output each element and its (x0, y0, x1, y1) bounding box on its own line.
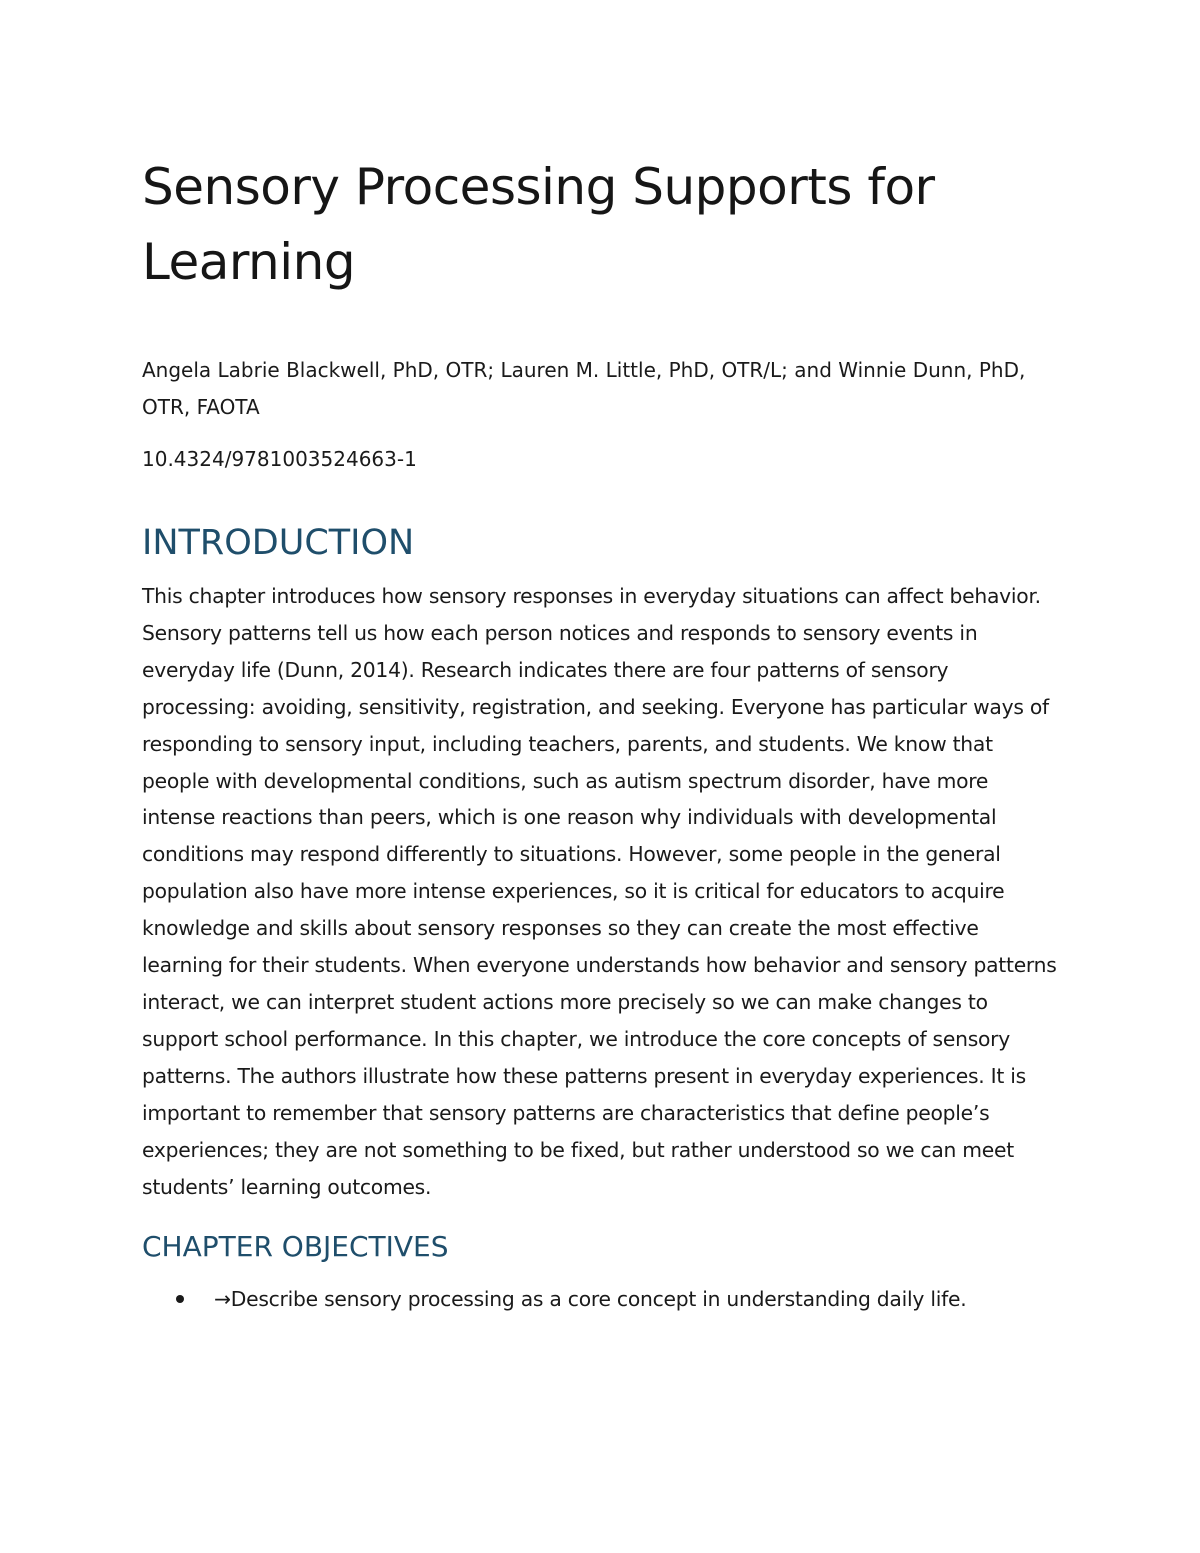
bullet-icon (176, 1295, 184, 1303)
document-title: Sensory Processing Supports for Learning (142, 158, 935, 291)
introduction-heading: INTRODUCTION (142, 523, 415, 563)
objective-text: →Describe sensory processing as a core concept in understanding daily life. (214, 1287, 967, 1312)
list-item (142, 1281, 1062, 1318)
author-list: Angela Labrie Blackwell, PhD, OTR; Lauren M. Little, PhD, OTR/L; and Winnie Dunn, PhD, OTR, FAOTA (142, 358, 1026, 419)
chapter-objectives-heading: CHAPTER OBJECTIVES (142, 1230, 449, 1264)
document-page (142, 150, 1062, 1318)
objectives-list (142, 1281, 1062, 1318)
introduction-paragraph: This chapter introduces how sensory responses in everyday situations can affect behavior. Sensory patterns tell us how each person notices and responds to sensory events in everyday life (Dunn, 2014). Research indicates there are four patterns of sensory processing: avoiding, sensitivity, registration, and seeking. Everyone has particular ways of responding to sensory input, including teachers, parents, and students. We know that people with developmental conditions, such as autism spectrum disorder, have more intense reactions than peers, which is one reason why individuals with developmental conditions may respond differently to situations. However, some people in the general population also have more intense experiences, so it is critical for educators to acquire knowledge and skills about sensory responses so they can create the most effective learning for their students. When everyone understands how behavior and sensory patterns interact, we can interpret student actions more precisely so we can make changes to support school performance. In this chapter, we introduce the core concepts of sensory patterns. The authors illustrate how these patterns present in everyday experiences. It is important to remember that sensory patterns are characteristics that define people’s experiences; they are not something to be fixed, but rather understood so we can meet students’ learning outcomes. (142, 584, 1057, 1199)
doi-identifier: 10.4324/9781003524663-1 (142, 447, 417, 471)
